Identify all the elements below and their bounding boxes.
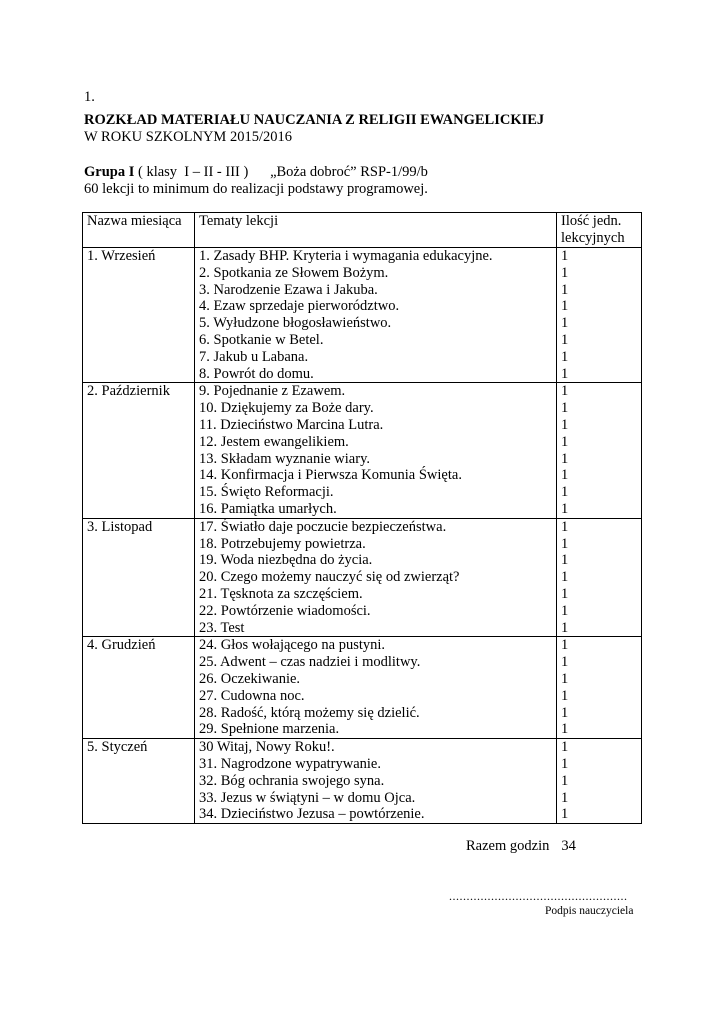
lesson-hours: 1 — [561, 552, 569, 569]
lesson-hours: 1 — [561, 755, 569, 772]
lesson-hours: 1 — [561, 704, 569, 721]
month-cell — [83, 739, 195, 824]
lesson-topic: 33. Jezus w świątyni – w domu Ojca. — [199, 789, 416, 806]
lesson-hours: 1 — [561, 619, 569, 636]
header-hours — [557, 213, 642, 248]
lesson-topic: 20. Czego możemy nauczyć się od zwierząt? — [199, 569, 460, 586]
document-title: ROZKŁAD MATERIAŁU NAUCZANIA Z RELIGII EWANGELICKIEJ — [84, 112, 545, 128]
lesson-hours: 1 — [561, 585, 569, 602]
table-row — [83, 637, 642, 739]
lesson-topic: 34. Dzieciństwo Jezusa – powtórzenie. — [199, 806, 425, 823]
lesson-hours: 1 — [561, 602, 569, 619]
lesson-topic: 18. Potrzebujemy powietrza. — [199, 535, 366, 552]
lesson-hours: 1 — [561, 400, 569, 417]
lesson-hours: 1 — [561, 739, 569, 756]
lesson-topic: 24. Głos wołającego na pustyni. — [199, 637, 386, 654]
lesson-topic: 14. Konfirmacja i Pierwsza Komunia Święta. — [199, 467, 462, 484]
total-label: Razem godzin — [466, 838, 550, 854]
topics-cell — [195, 637, 557, 739]
lesson-topic: 19. Woda niezbędna do życia. — [199, 552, 373, 569]
lesson-hours: 1 — [561, 721, 569, 738]
lesson-topic: 7. Jakub u Labana. — [199, 348, 309, 365]
total-value: 34 — [561, 838, 576, 854]
schedule-table — [82, 212, 642, 824]
topics-cell — [195, 248, 557, 383]
table-row — [83, 518, 642, 637]
table-header-row — [83, 213, 642, 248]
month-cell — [83, 518, 195, 637]
hours-cell — [557, 383, 642, 518]
lesson-topic: 28. Radość, którą możemy się dzielić. — [199, 704, 420, 721]
lesson-hours: 1 — [561, 450, 569, 467]
lesson-hours: 1 — [561, 654, 569, 671]
lesson-hours: 1 — [561, 637, 569, 654]
lesson-topic: 17. Światło daje poczucie bezpieczeństwa. — [199, 518, 447, 535]
lesson-topic: 25. Adwent – czas nadziei i modlitwy. — [199, 654, 421, 671]
lesson-topic: 3. Narodzenie Ezawa i Jakuba. — [199, 281, 378, 298]
lesson-topic: 9. Pojednanie z Ezawem. — [199, 383, 346, 400]
lesson-topic: 2. Spotkania ze Słowem Bożym. — [199, 264, 389, 281]
lesson-topic: 10. Dziękujemy za Boże dary. — [199, 400, 374, 417]
hours-cell — [557, 739, 642, 824]
lesson-topic: 11. Dzieciństwo Marcina Lutra. — [199, 416, 384, 433]
month-cell — [83, 383, 195, 518]
hours-cell — [557, 248, 642, 383]
table-row — [83, 383, 642, 518]
lesson-topic: 4. Ezaw sprzedaje pierworództwo. — [199, 298, 400, 315]
lesson-hours: 1 — [561, 772, 569, 789]
lesson-hours: 1 — [561, 484, 569, 501]
lesson-hours: 1 — [561, 500, 569, 517]
topics-cell — [195, 739, 557, 824]
topics-cell — [195, 383, 557, 518]
lesson-hours: 1 — [561, 670, 569, 687]
lesson-hours: 1 — [561, 687, 569, 704]
month-cell — [83, 637, 195, 739]
topics-cell — [195, 518, 557, 637]
schedule-table-body — [83, 213, 642, 824]
lesson-hours: 1 — [561, 264, 569, 281]
lesson-hours: 1 — [561, 365, 569, 382]
lesson-topic: 16. Pamiątka umarłych. — [199, 500, 337, 517]
month-cell — [83, 248, 195, 383]
lesson-hours: 1 — [561, 569, 569, 586]
lesson-topic: 6. Spotkanie w Betel. — [199, 331, 324, 348]
school-year: W ROKU SZKOLNYM 2015/2016 — [84, 129, 292, 145]
lesson-hours: 1 — [561, 518, 569, 535]
group-line — [84, 164, 428, 181]
lesson-hours: 1 — [561, 281, 569, 298]
group-label: Grupa I — [84, 164, 135, 180]
lesson-hours: 1 — [561, 383, 569, 400]
lesson-topic: 1. Zasady BHP. Kryteria i wymagania edukacyjne. — [199, 248, 493, 264]
month-name: 5. Styczeń — [87, 739, 148, 756]
lesson-topic: 22. Powtórzenie wiadomości. — [199, 602, 371, 619]
hours-cell — [557, 637, 642, 739]
lesson-topic: 30 Witaj, Nowy Roku!. — [199, 739, 335, 756]
lesson-topic: 23. Test — [199, 619, 245, 636]
lesson-hours: 1 — [561, 467, 569, 484]
table-row — [83, 739, 642, 824]
signature-line: ................................................... — [449, 889, 628, 903]
lesson-topic: 12. Jestem ewangelikiem. — [199, 433, 349, 450]
lesson-topic: 15. Święto Reformacji. — [199, 484, 334, 501]
header-hours-line1: Ilość jedn. — [561, 213, 622, 229]
header-hours-line2: lekcyjnych — [561, 229, 625, 246]
lesson-hours: 1 — [561, 806, 569, 823]
lesson-hours: 1 — [561, 535, 569, 552]
lesson-hours: 1 — [561, 789, 569, 806]
month-name: 2. Październik — [87, 383, 170, 400]
signature-label: Podpis nauczyciela — [545, 905, 634, 917]
table-row — [83, 248, 642, 383]
month-name: 3. Listopad — [87, 518, 153, 535]
lesson-topic: 31. Nagrodzone wypatrywanie. — [199, 755, 381, 772]
lesson-hours: 1 — [561, 348, 569, 365]
lesson-hours: 1 — [561, 298, 569, 315]
hours-cell — [557, 518, 642, 637]
total-hours — [466, 838, 576, 855]
month-name: 4. Grudzień — [87, 637, 156, 654]
lesson-hours: 1 — [561, 248, 569, 264]
lesson-topic: 32. Bóg ochrania swojego syna. — [199, 772, 385, 789]
lesson-topic: 8. Powrót do domu. — [199, 365, 314, 382]
lesson-hours: 1 — [561, 315, 569, 332]
lesson-hours: 1 — [561, 433, 569, 450]
group-details: ( klasy I – II - III ) „Boża dobroć” RSP-1/99/b — [134, 164, 428, 180]
month-name: 1. Wrzesień — [87, 248, 156, 264]
header-month: Nazwa miesiąca — [83, 213, 195, 248]
lesson-topic: 13. Składam wyznanie wiary. — [199, 450, 370, 467]
lesson-topic: 27. Cudowna noc. — [199, 687, 305, 704]
lesson-hours: 1 — [561, 331, 569, 348]
minimum-note: 60 lekcji to minimum do realizacji podstawy programowej. — [84, 181, 428, 197]
lesson-topic: 26. Oczekiwanie. — [199, 670, 301, 687]
lesson-topic: 29. Spełnione marzenia. — [199, 721, 340, 738]
lesson-hours: 1 — [561, 416, 569, 433]
lesson-topic: 5. Wyłudzone błogosławieństwo. — [199, 315, 392, 332]
header-topics: Tematy lekcji — [195, 213, 557, 248]
lesson-topic: 21. Tęsknota za szczęściem. — [199, 585, 363, 602]
document-number: 1. — [84, 89, 95, 105]
